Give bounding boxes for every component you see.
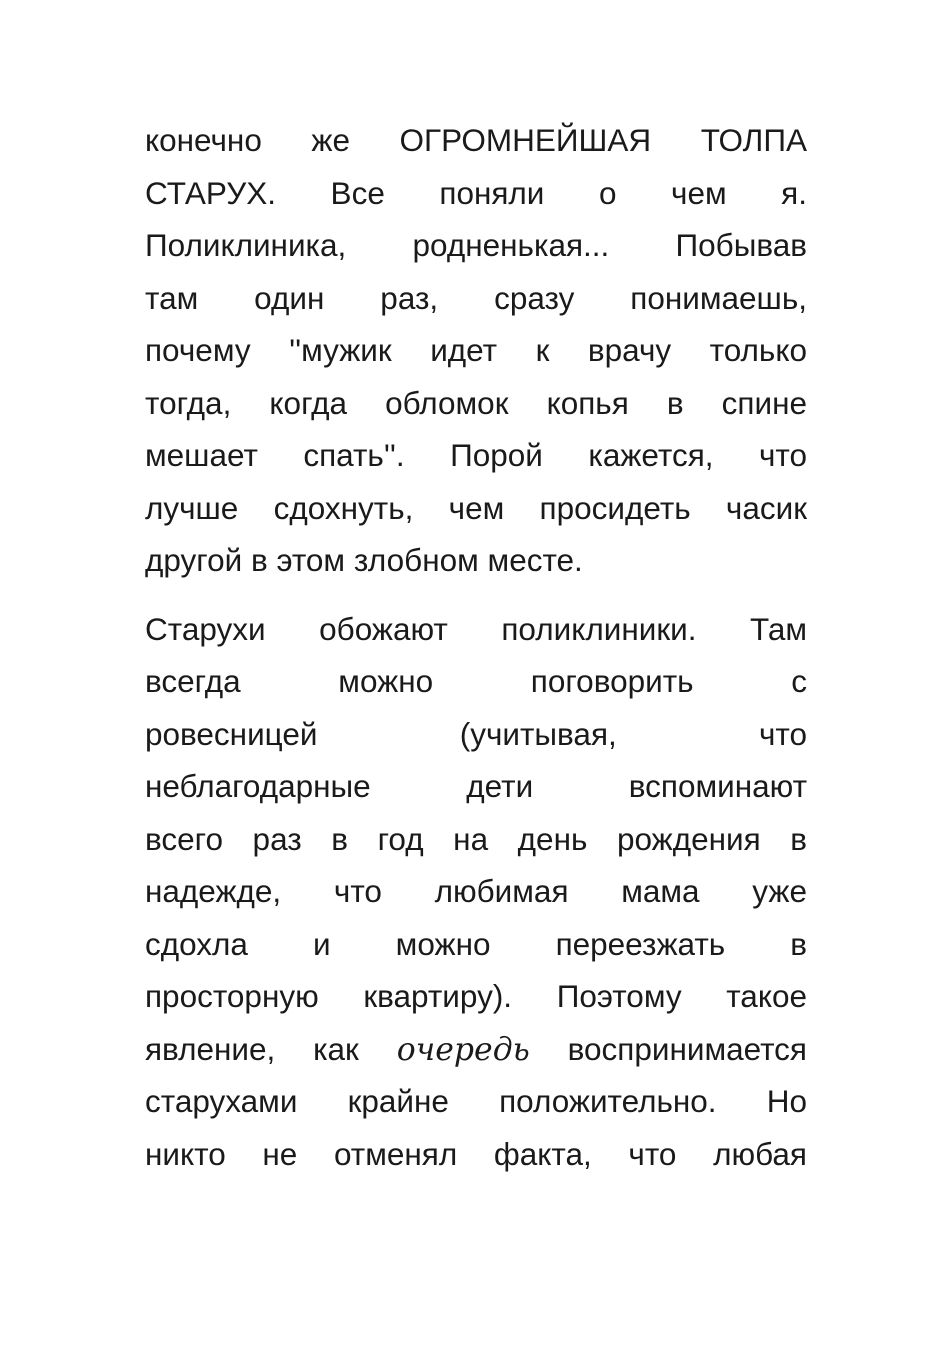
text-line: мешает спать''. Порой кажется, что xyxy=(145,437,807,473)
paragraph-2 xyxy=(145,603,807,1181)
text-line: почему ''мужик идет к врачу только xyxy=(145,332,807,368)
text-line: неблагодарные дети вспоминают xyxy=(145,768,807,804)
paragraph-spacer xyxy=(145,587,807,603)
text-line: всегда можно поговорить с xyxy=(145,663,807,699)
text-line: сдохла и можно переезжать в xyxy=(145,925,807,962)
text-line: Поликлиника, родненькая... Побывав xyxy=(145,227,807,263)
text-line: никто не отменял факта, что любая xyxy=(145,1135,807,1172)
text-line: старухами крайне положительно. Но xyxy=(145,1083,807,1119)
text-line: ровесницей (учитывая, что xyxy=(145,715,807,752)
text-line: надежде, что любимая мама уже xyxy=(145,873,807,909)
text-line: другой в этом злобном месте. xyxy=(145,542,583,578)
text-segment: воспринимается xyxy=(529,1030,807,1067)
text-line: лучше сдохнуть, чем просидеть часик xyxy=(145,489,807,526)
text-line: тогда, когда обломок копья в спине xyxy=(145,384,807,421)
text-line: СТАРУХ. Все поняли о чем я. xyxy=(145,174,807,211)
paragraph-1 xyxy=(145,114,807,587)
page-body xyxy=(145,114,807,1180)
text-line: всего раз в год на день рождения в xyxy=(145,820,807,857)
text-line: конечно же ОГРОМНЕЙШАЯ ТОЛПА xyxy=(145,122,807,158)
text-line xyxy=(145,1023,807,1076)
emphasized-word: очередь xyxy=(396,1031,530,1068)
text-line: просторную квартиру). Поэтому такое xyxy=(145,978,807,1014)
text-line: Старухи обожают поликлиники. Там xyxy=(145,610,807,647)
text-line: там один раз, сразу понимаешь, xyxy=(145,279,807,316)
text-segment: явление, как xyxy=(145,1030,397,1067)
